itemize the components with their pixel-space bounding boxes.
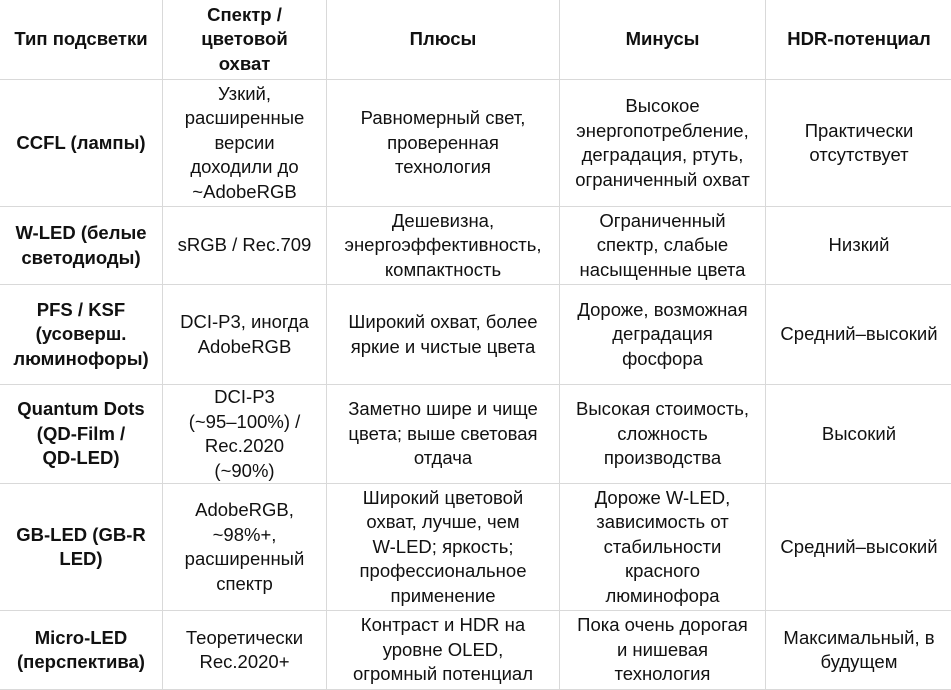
cell-text-line: Пока очень дорогая <box>563 613 762 638</box>
cell-text-line: (~90%) <box>166 459 323 484</box>
cell-spectrum-gamut <box>163 285 327 385</box>
header-cons <box>560 0 766 80</box>
cell-text-line: DCI-P3 <box>166 385 323 410</box>
cell-text-line: компактность <box>330 258 556 283</box>
cell-spectrum-gamut <box>163 207 327 285</box>
table-row <box>0 207 951 285</box>
cell-text-line: фосфора <box>563 347 762 372</box>
cell-text-line: стабильности <box>563 535 762 560</box>
cell-text-line: Контраст и HDR на <box>330 613 556 638</box>
header-pros <box>327 0 560 80</box>
cell-text-line: QD-LED) <box>3 446 159 471</box>
cell-text-line: Micro-LED <box>3 626 159 651</box>
cell-spectrum-gamut <box>163 385 327 484</box>
cell-text-line: проверенная <box>330 131 556 156</box>
cell-cons <box>560 484 766 611</box>
cell-pros <box>327 80 560 207</box>
cell-text-line: деградация, ртуть, <box>563 143 762 168</box>
cell-spectrum-gamut <box>163 484 327 611</box>
cell-text-line: Дороже, возможная <box>563 298 762 323</box>
cell-backlight-type <box>0 611 163 690</box>
cell-text-line: ~98%+, <box>166 523 323 548</box>
cell-text-line: Rec.2020+ <box>166 650 323 675</box>
cell-text-line: Тип подсветки <box>3 27 159 52</box>
cell-pros <box>327 385 560 484</box>
cell-text-line: охват <box>166 52 323 77</box>
cell-text-line: Узкий, <box>166 82 323 107</box>
cell-text-line: ~AdobeRGB <box>166 180 323 205</box>
cell-hdr-potential <box>766 385 951 484</box>
cell-pros <box>327 611 560 690</box>
table-row <box>0 80 951 207</box>
cell-text-line: насыщенные цвета <box>563 258 762 283</box>
cell-text-line: CCFL (лампы) <box>3 131 159 156</box>
cell-hdr-potential <box>766 80 951 207</box>
cell-text-line: сложность <box>563 422 762 447</box>
cell-cons <box>560 285 766 385</box>
cell-text-line: огромный потенциал <box>330 662 556 687</box>
cell-text-line: Максимальный, в <box>769 626 949 651</box>
cell-text-line: версии <box>166 131 323 156</box>
table-row <box>0 285 951 385</box>
cell-text-line: GB-LED (GB-R <box>3 523 159 548</box>
cell-text-line: Rec.2020 <box>166 434 323 459</box>
cell-text-line: LED) <box>3 547 159 572</box>
cell-text-line: DCI-P3, иногда <box>166 310 323 335</box>
cell-text-line: (усоверш. <box>3 322 159 347</box>
cell-text-line: Спектр / <box>166 3 323 28</box>
cell-hdr-potential <box>766 611 951 690</box>
cell-text-line: производства <box>563 446 762 471</box>
cell-text-line: цветовой <box>166 27 323 52</box>
cell-text-line: Высокая стоимость, <box>563 397 762 422</box>
cell-text-line: Quantum Dots <box>3 397 159 422</box>
header-row <box>0 0 951 80</box>
cell-text-line: Равномерный свет, <box>330 106 556 131</box>
cell-cons <box>560 385 766 484</box>
cell-hdr-potential <box>766 285 951 385</box>
cell-text-line: энергопотребление, <box>563 119 762 144</box>
cell-text-line: уровне OLED, <box>330 638 556 663</box>
cell-text-line: Минусы <box>563 27 762 52</box>
cell-text-line: Широкий охват, более <box>330 310 556 335</box>
cell-text-line: спектр <box>166 572 323 597</box>
table-row <box>0 611 951 690</box>
cell-text-line: яркие и чистые цвета <box>330 335 556 360</box>
cell-cons <box>560 80 766 207</box>
cell-text-line: AdobeRGB <box>166 335 323 360</box>
header-spectrum-gamut <box>163 0 327 80</box>
cell-backlight-type <box>0 385 163 484</box>
cell-backlight-type <box>0 80 163 207</box>
cell-text-line: профессиональное <box>330 559 556 584</box>
cell-text-line: sRGB / Rec.709 <box>166 233 323 258</box>
cell-text-line: Заметно шире и чище <box>330 397 556 422</box>
cell-text-line: Средний–высокий <box>769 322 949 347</box>
cell-text-line: цвета; выше световая <box>330 422 556 447</box>
cell-text-line: зависимость от <box>563 510 762 535</box>
cell-text-line: энергоэффективность, <box>330 233 556 258</box>
table-row <box>0 484 951 611</box>
cell-text-line: расширенный <box>166 547 323 572</box>
cell-text-line: Дороже W-LED, <box>563 486 762 511</box>
cell-text-line: Теоретически <box>166 626 323 651</box>
cell-text-line: (QD-Film / <box>3 422 159 447</box>
cell-cons <box>560 207 766 285</box>
cell-cons <box>560 611 766 690</box>
cell-text-line: W-LED (белые <box>3 221 159 246</box>
cell-text-line: технология <box>563 662 762 687</box>
cell-hdr-potential <box>766 207 951 285</box>
cell-text-line: деградация <box>563 322 762 347</box>
cell-text-line: применение <box>330 584 556 609</box>
cell-text-line: Средний–высокий <box>769 535 949 560</box>
cell-text-line: HDR-потенциал <box>769 27 949 52</box>
cell-text-line: технология <box>330 155 556 180</box>
cell-text-line: отдача <box>330 446 556 471</box>
cell-spectrum-gamut <box>163 611 327 690</box>
cell-text-line: расширенные <box>166 106 323 131</box>
table-row <box>0 385 951 484</box>
cell-text-line: люминофора <box>563 584 762 609</box>
cell-text-line: красного <box>563 559 762 584</box>
cell-text-line: (~95–100%) / <box>166 410 323 435</box>
header-backlight-type <box>0 0 163 80</box>
cell-pros <box>327 207 560 285</box>
cell-text-line: и нишевая <box>563 638 762 663</box>
cell-text-line: AdobeRGB, <box>166 498 323 523</box>
cell-backlight-type <box>0 207 163 285</box>
cell-spectrum-gamut <box>163 80 327 207</box>
cell-pros <box>327 285 560 385</box>
cell-text-line: люминофоры) <box>3 347 159 372</box>
cell-text-line: Широкий цветовой <box>330 486 556 511</box>
cell-text-line: ограниченный охват <box>563 168 762 193</box>
cell-text-line: (перспектива) <box>3 650 159 675</box>
cell-text-line: будущем <box>769 650 949 675</box>
cell-text-line: PFS / KSF <box>3 298 159 323</box>
cell-hdr-potential <box>766 484 951 611</box>
cell-text-line: Ограниченный <box>563 209 762 234</box>
cell-text-line: Дешевизна, <box>330 209 556 234</box>
cell-text-line: спектр, слабые <box>563 233 762 258</box>
cell-text-line: W-LED; яркость; <box>330 535 556 560</box>
cell-backlight-type <box>0 285 163 385</box>
header-hdr-potential <box>766 0 951 80</box>
cell-text-line: доходили до <box>166 155 323 180</box>
cell-text-line: Плюсы <box>330 27 556 52</box>
cell-backlight-type <box>0 484 163 611</box>
cell-text-line: Высокий <box>769 422 949 447</box>
cell-pros <box>327 484 560 611</box>
cell-text-line: отсутствует <box>769 143 949 168</box>
cell-text-line: светодиоды) <box>3 246 159 271</box>
cell-text-line: Низкий <box>769 233 949 258</box>
cell-text-line: Практически <box>769 119 949 144</box>
cell-text-line: Высокое <box>563 94 762 119</box>
cell-text-line: охват, лучше, чем <box>330 510 556 535</box>
